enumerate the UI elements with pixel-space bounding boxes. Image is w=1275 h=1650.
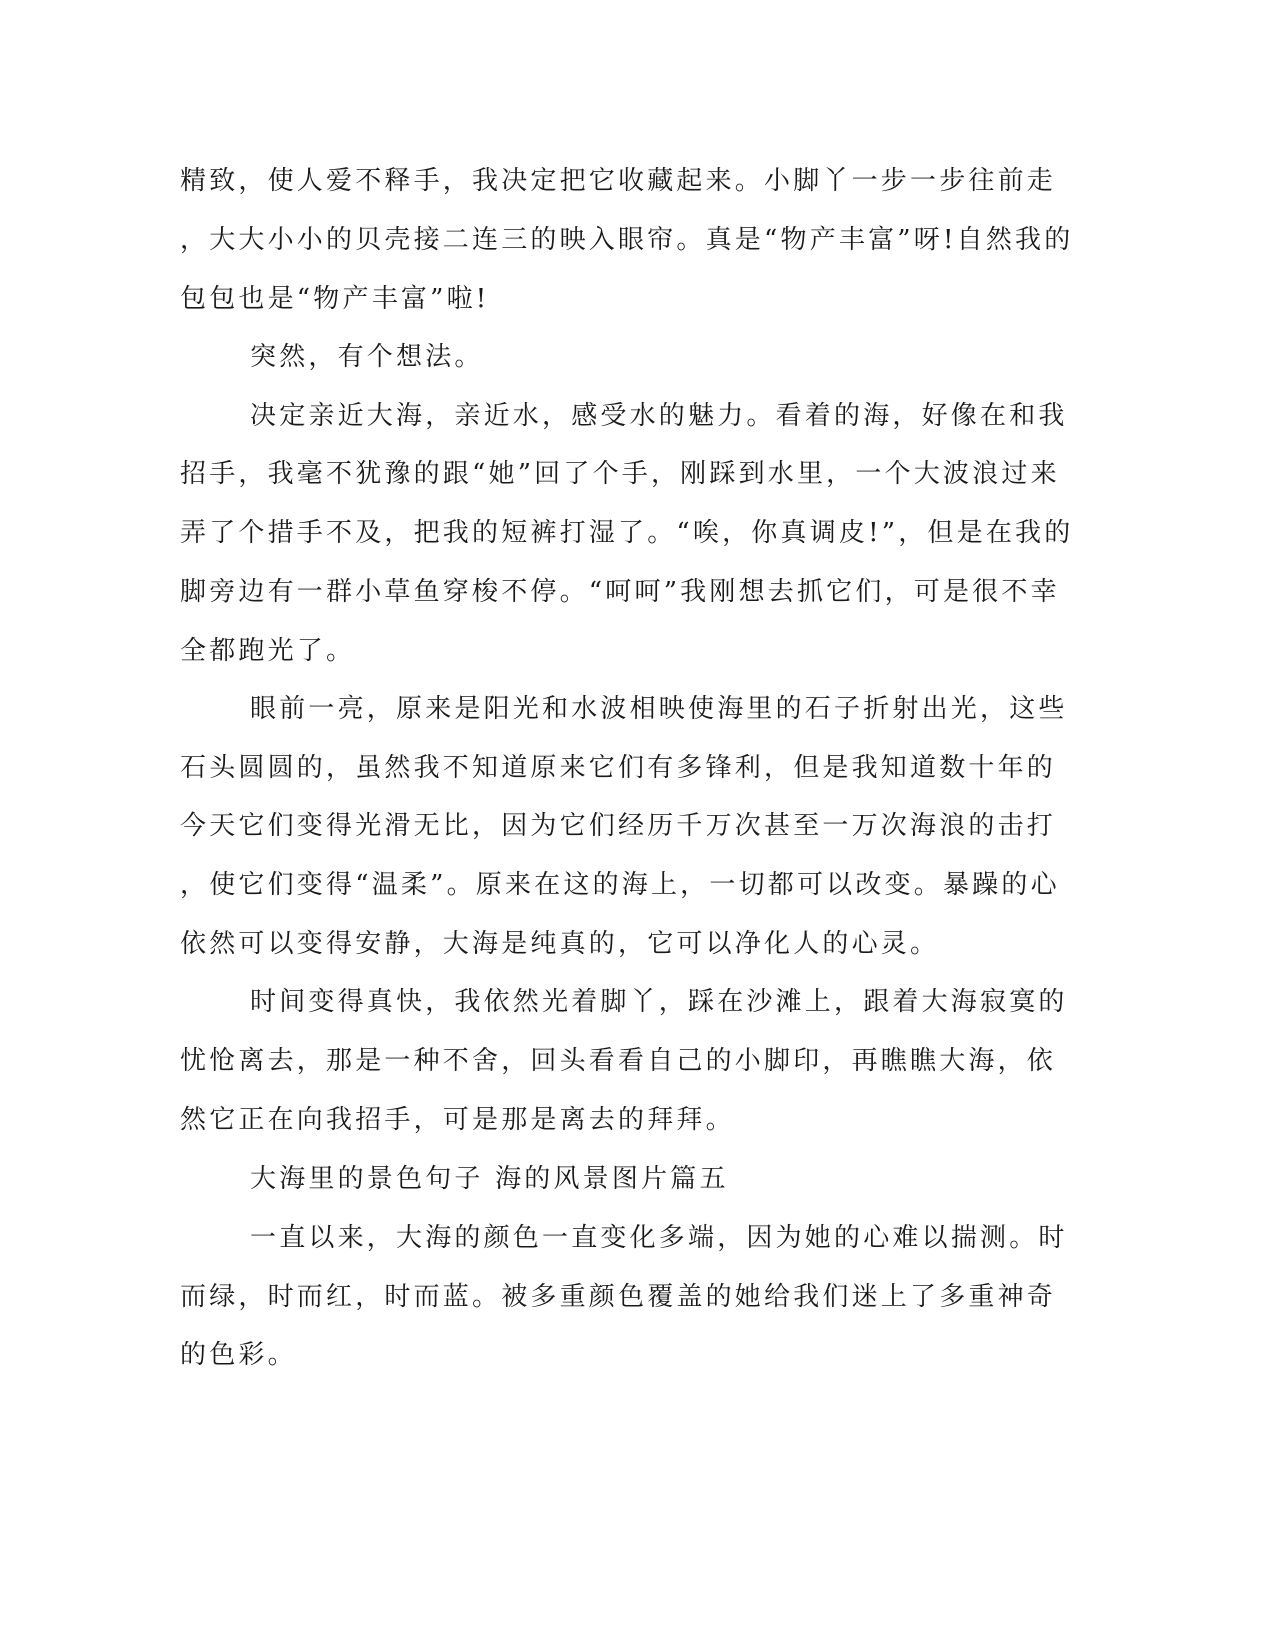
paragraph-first-line: 时间变得真快，我依然光着脚丫，踩在沙滩上，跟着大海寂寞的 <box>250 987 1068 1017</box>
body-text-line: 招手，我毫不犹豫的跟“她”回了个手，刚踩到水里，一个大波浪过来 <box>180 459 1060 489</box>
section-heading: 大海里的景色句子 海的风景图片篇五 <box>250 1164 729 1194</box>
body-text-line: 依然可以变得安静，大海是纯真的，它可以净化人的心灵。 <box>180 929 940 959</box>
body-text-line: 然它正在向我招手，可是那是离去的拜拜。 <box>180 1105 735 1135</box>
body-text-line: ，大大小小的贝壳接二连三的映入眼帘。真是“物产丰富”呀!自然我的 <box>180 225 1074 255</box>
body-text-line: 脚旁边有一群小草鱼穿梭不停。“呵呵”我刚想去抓它们，可是很不幸 <box>180 577 1060 607</box>
body-text-line: 而绿，时而红，时而蓝。被多重颜色覆盖的她给我们迷上了多重神奇 <box>180 1282 1057 1312</box>
body-text-line: 石头圆圆的，虽然我不知道原来它们有多锋利，但是我知道数十年的 <box>180 753 1057 783</box>
body-text-line: 全都跑光了。 <box>180 636 356 666</box>
paragraph-first-line: 一直以来，大海的颜色一直变化多端，因为她的心难以揣测。时 <box>250 1223 1068 1253</box>
paragraph-first-line: 突然，有个想法。 <box>250 342 484 372</box>
body-text-line: 精致，使人爱不释手，我决定把它收藏起来。小脚丫一步一步往前走 <box>180 166 1057 196</box>
body-text-line: 包包也是“物产丰富”啦! <box>180 284 490 314</box>
body-text-line: 今天它们变得光滑无比，因为它们经历千万次甚至一万次海浪的击打 <box>180 811 1057 841</box>
paragraph-first-line: 眼前一亮，原来是阳光和水波相映使海里的石子折射出光，这些 <box>250 694 1068 724</box>
paragraph-first-line: 决定亲近大海，亲近水，感受水的魅力。看着的海，好像在和我 <box>250 401 1068 431</box>
body-text-line: 忧怆离去，那是一种不舍，回头看看自己的小脚印，再瞧瞧大海，依 <box>180 1046 1057 1076</box>
body-text-line: 的色彩。 <box>180 1340 297 1370</box>
body-text-line: ，使它们变得“温柔”。原来在这的海上，一切都可以改变。暴躁的心 <box>180 870 1060 900</box>
body-text-line: 弄了个措手不及，把我的短裤打湿了。“唉，你真调皮!”，但是在我的 <box>180 518 1074 548</box>
